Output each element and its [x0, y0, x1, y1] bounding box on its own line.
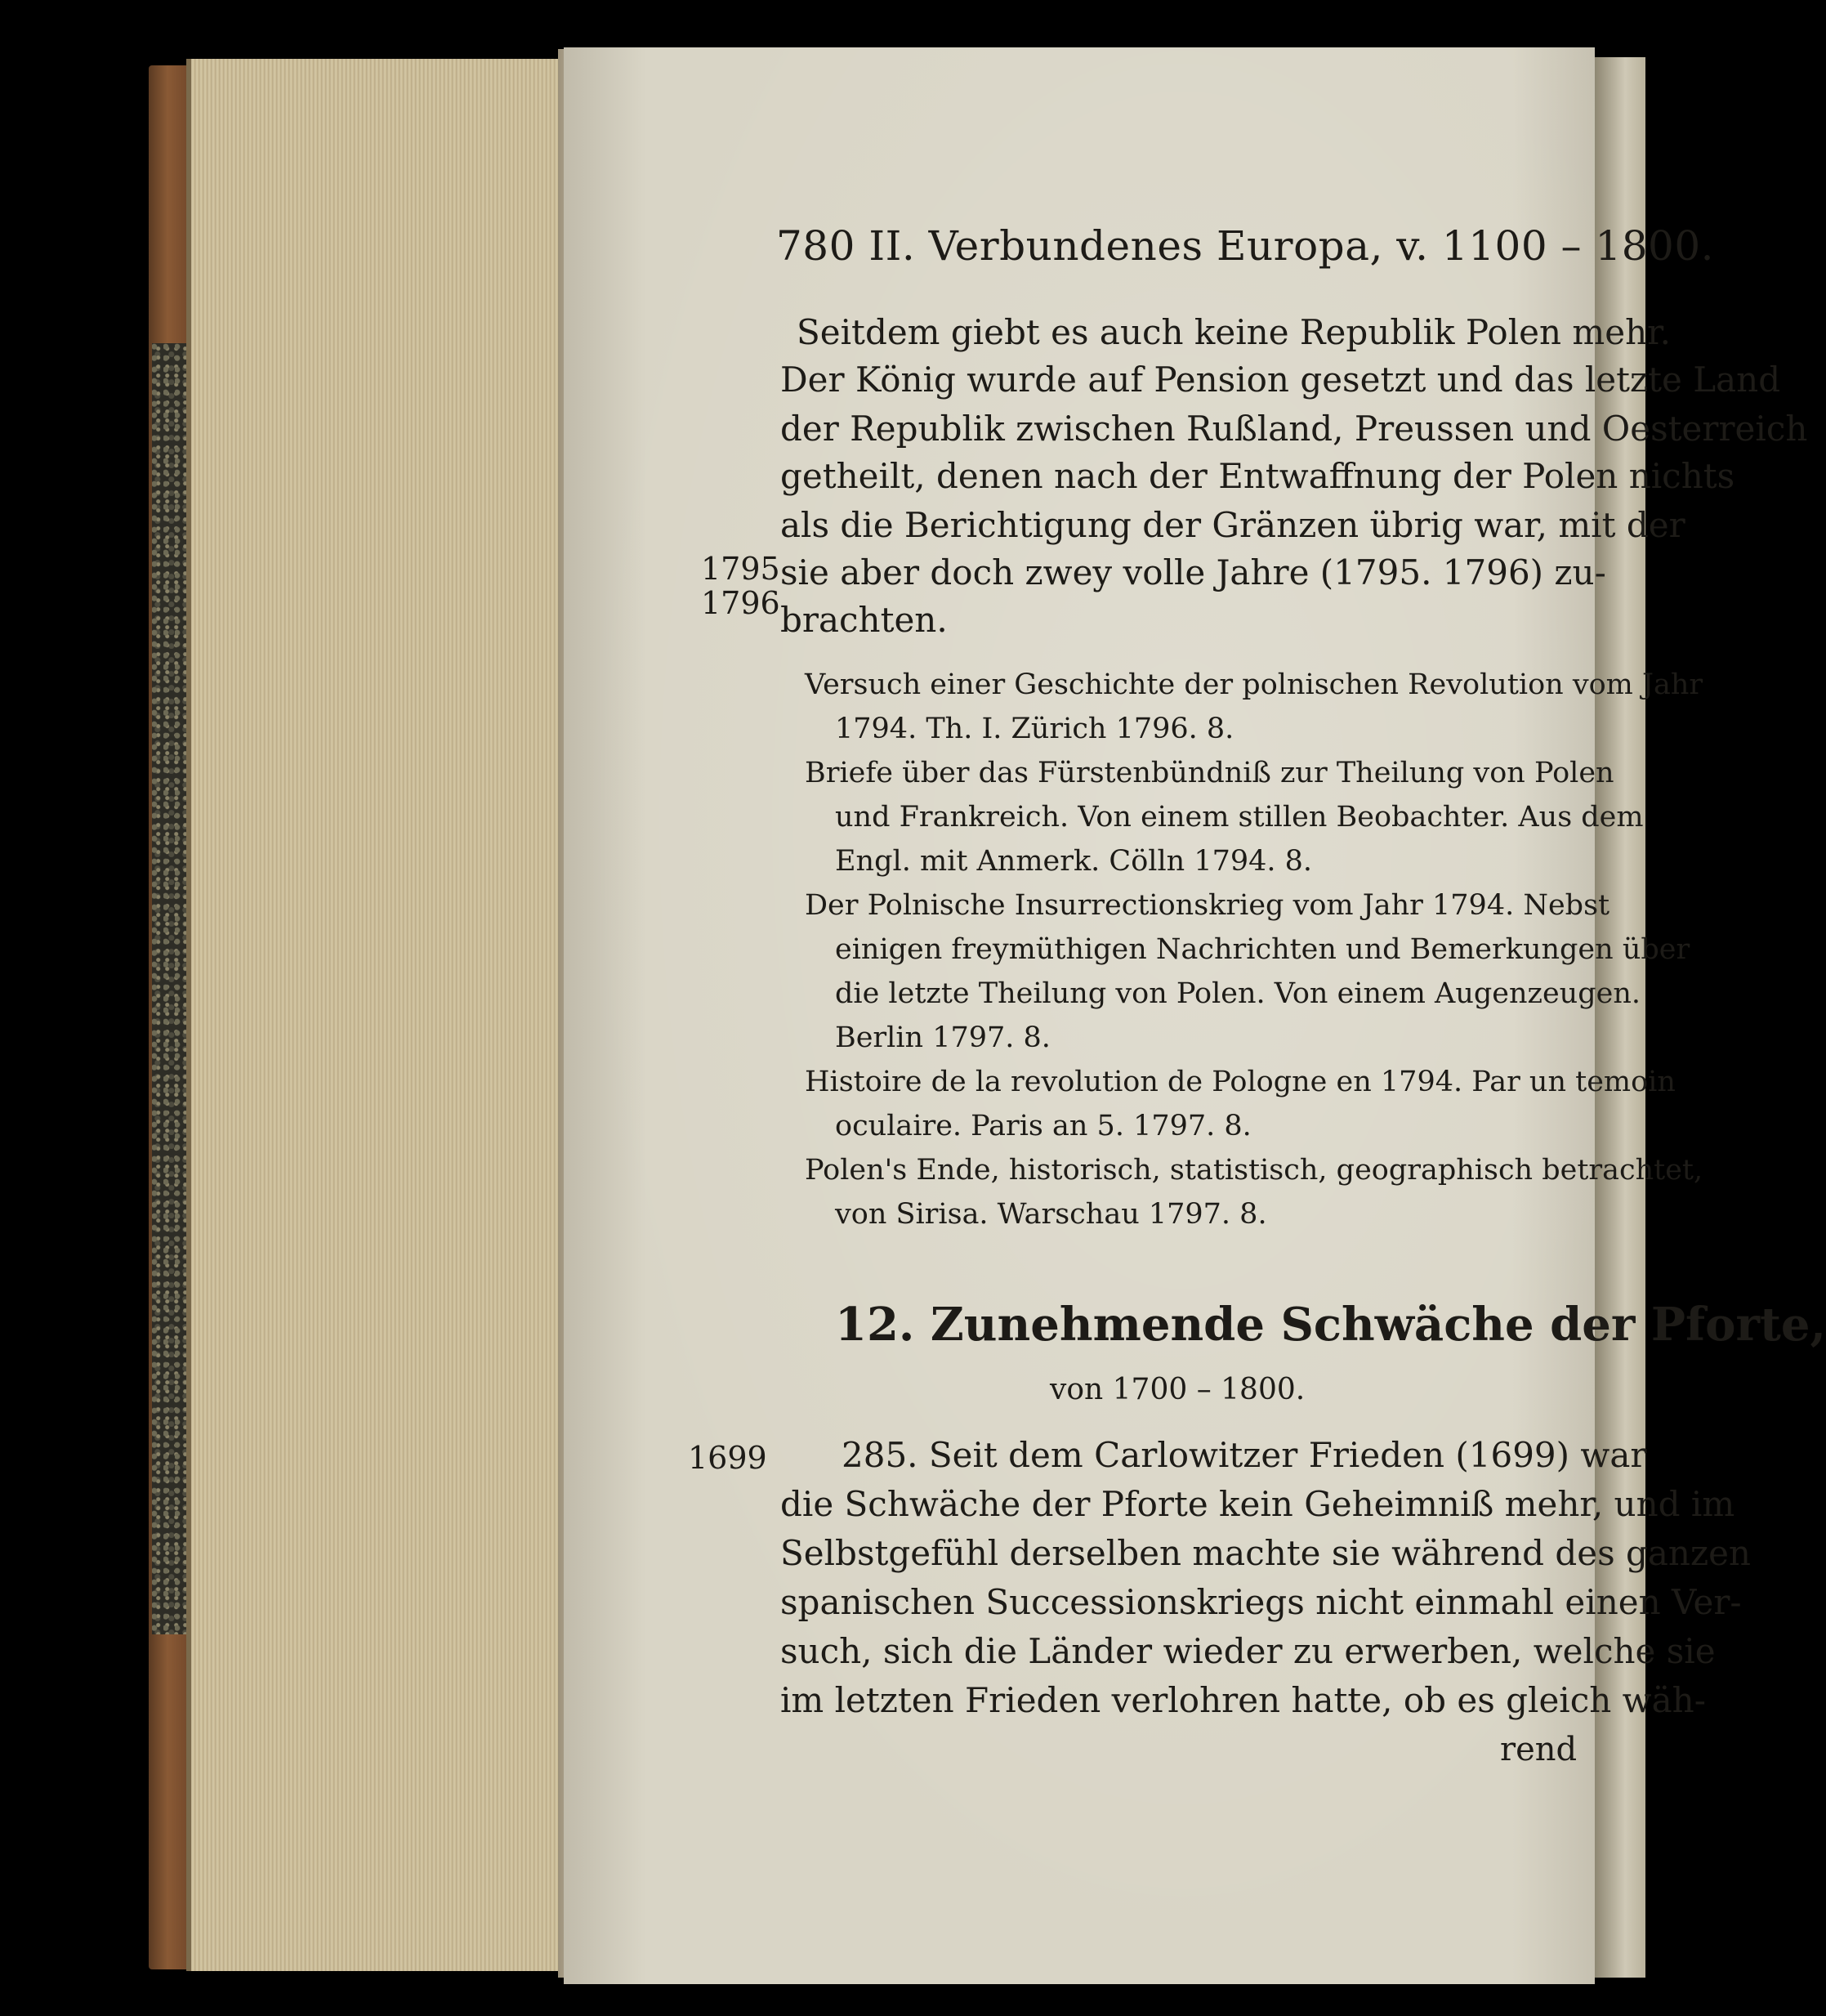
- body-line: der Republik zwischen Rußland, Preussen und Oesterreich: [780, 409, 1808, 449]
- margin-year: 1699: [688, 1440, 767, 1476]
- body-line: Seitdem giebt es auch keine Republik Polen mehr.: [797, 312, 1671, 352]
- reference-line: Engl. mit Anmerk. Cölln 1794. 8.: [835, 845, 1313, 878]
- reference-line: Briefe über das Fürstenbündniß zur Theilung von Polen: [805, 757, 1614, 789]
- reference-line: von Sirisa. Warschau 1797. 8.: [835, 1198, 1267, 1231]
- section-subtitle: von 1700 – 1800.: [1050, 1373, 1306, 1406]
- margin-year: 1795: [701, 551, 780, 587]
- body-line: spanischen Successionskriegs nicht einmahl einen Ver-: [780, 1582, 1742, 1622]
- body-line: such, sich die Länder wieder zu erwerben, welche sie: [780, 1631, 1716, 1671]
- reference-line: die letzte Theilung von Polen. Von einem Augenzeugen.: [835, 977, 1641, 1010]
- reference-line: und Frankreich. Von einem stillen Beobachter. Aus dem: [835, 801, 1644, 834]
- body-line: getheilt, denen nach der Entwaffnung der Polen nichts: [780, 456, 1735, 496]
- body-line: brachten.: [780, 600, 948, 640]
- catchword: rend: [1500, 1731, 1578, 1768]
- page-stack-edge: [186, 59, 563, 1971]
- margin-year: 1796: [701, 585, 780, 621]
- reference-line: einigen freymüthigen Nachrichten und Bemerkungen über: [835, 933, 1690, 966]
- reference-line: Polen's Ende, historisch, statistisch, geographisch betrachtet,: [805, 1154, 1703, 1187]
- body-line: sie aber doch zwey volle Jahre (1795. 1796) zu-: [780, 552, 1606, 592]
- body-line: im letzten Frieden verlohren hatte, ob es gleich wäh-: [780, 1680, 1706, 1720]
- reference-line: 1794. Th. I. Zürich 1796. 8.: [835, 713, 1234, 745]
- body-line: die Schwäche der Pforte kein Geheimniß mehr, und im: [780, 1484, 1735, 1524]
- reference-line: Der Polnische Insurrectionskrieg vom Jahr 1794. Nebst: [805, 889, 1610, 922]
- body-line: Der König wurde auf Pension gesetzt und das letzte Land: [780, 360, 1781, 400]
- body-line: als die Berichtigung der Gränzen übrig war, mit der: [780, 505, 1685, 545]
- body-line: Selbstgefühl derselben machte sie während des ganzen: [780, 1533, 1751, 1573]
- body-line: 285. Seit dem Carlowitzer Frieden (1699) war: [842, 1435, 1647, 1475]
- reference-line: Berlin 1797. 8.: [835, 1021, 1051, 1054]
- reference-line: Versuch einer Geschichte der polnischen Revolution vom Jahr: [805, 668, 1703, 701]
- section-title: 12. Zunehmende Schwäche der Pforte,: [835, 1298, 1826, 1352]
- running-header: 780 II. Verbundenes Europa, v. 1100 – 1800.: [776, 222, 1715, 270]
- reference-line: oculaire. Paris an 5. 1797. 8.: [835, 1110, 1252, 1142]
- reference-line: Histoire de la revolution de Pologne en 1794. Par un temoin: [805, 1066, 1676, 1098]
